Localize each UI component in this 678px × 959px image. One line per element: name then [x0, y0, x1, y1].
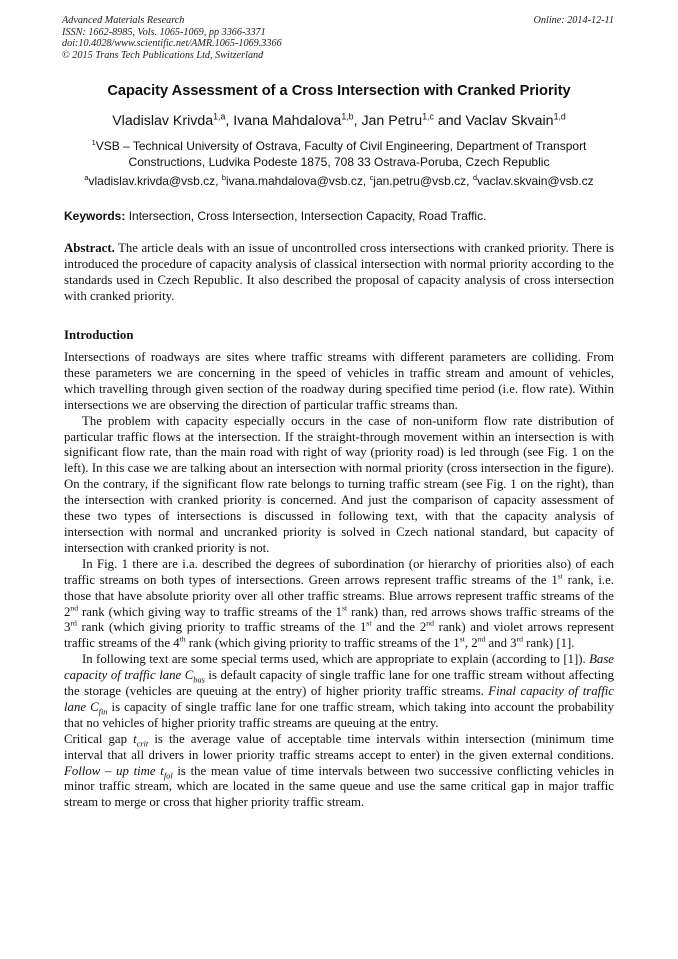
- author-sup: 1,b: [341, 111, 354, 122]
- email-link[interactable]: ivana.mahdalova@vsb.cz: [225, 174, 363, 188]
- email-list: $^a$vladislav.krivda@vsb.cz, $^b$ivana.mahdalova@vsb.cz, $^c$jan.petru@vsb.cz, $^d$vaclav.skvain@vsb.cz: [84, 173, 594, 188]
- email-sup: d: [472, 173, 477, 182]
- affiliation-line: Constructions, Ludvika Podeste 1875, 708 33 Ostrava-Poruba, Czech Republic: [128, 155, 550, 169]
- author-name: Vladislav Krivda: [112, 113, 214, 129]
- paragraph: Critical gap $t_{crit}$ is the average value of acceptable time intervals within intersection (minimum time interval that all drivers in lower priority traffic streams accept to enter) in the given external conditions. Follow – up time $t_{fol}$ is the mean value of time intervals between two successive conflicting vehicles in minor traffic stream, which are located in the same queue and use the same critical gap in major traffic stream to merge or cross that higher priority traffic stream.: [64, 731, 614, 810]
- author-name: Jan Petru: [361, 113, 423, 129]
- online-date: Online: 2014-12-11: [533, 15, 614, 26]
- author-name: Vaclav Skvain: [465, 113, 554, 129]
- email-link[interactable]: vladislav.krivda@vsb.cz: [88, 174, 216, 188]
- author-sup: 1,a: [213, 111, 226, 122]
- email-link[interactable]: jan.petru@vsb.cz: [373, 174, 467, 188]
- affiliation-sup: 1: [91, 138, 96, 147]
- journal-name: Advanced Materials Research: [62, 15, 185, 26]
- email-link[interactable]: vaclav.skvain@vsb.cz: [476, 174, 594, 188]
- email-sup: b: [221, 173, 226, 182]
- paper-title: Capacity Assessment of a Cross Intersection with Cranked Priority: [107, 83, 571, 99]
- abstract: [64, 241, 614, 305]
- affiliation: [0, 138, 678, 170]
- paragraph: In Fig. 1 there are i.a. described the degrees of subordination (or hierarchy of priorities also) of each traffic streams on both types of intersections. Green arrows represent traffic streams of the 1st rank, i.e. those that have absolute priority over all other traffic streams. Blue arrows represent traffic streams of the 2nd rank (which giving way to traffic streams of the 1st rank) than, red arrows shows traffic streams of the 3rd rank (which giving priority to traffic streams of the 1st and the 2nd rank) and violet arrows represent traffic streams of the 4th rank (which giving priority to traffic streams of the 1st, 2nd and 3rd rank) [1].: [64, 556, 614, 651]
- keywords-text: Intersection, Cross Intersection, Intersection Capacity, Road Traffic.: [128, 209, 487, 223]
- section-title: Introduction: [64, 328, 134, 342]
- affiliation-line: VSB – Technical University of Ostrava, Faculty of Civil Engineering, Department of Transport: [95, 139, 587, 153]
- paragraph: Intersections of roadways are sites where traffic streams with different parameters are colliding. From these parameters we are concerning in the speed of vehicles in traffic stream and amount of vehicles, which travelling through given section of the roadway during specified time period (i.e. flow rate). Within intersections we are observing the direction of particular traffic streams than.: [64, 350, 614, 412]
- email-sup: c: [369, 173, 374, 182]
- paragraph: In following text are some special terms used, which are appropriate to explain (according to [1]). Base capacity of traffic lane $C_{bas}$ is default capacity of single traffic lane for one traffic stream without affecting the storage (vehicles are queuing at the entry) of higher priority traffic streams. Final capacity of traffic lane $C_{fin}$ is capacity of single traffic lane for one traffic stream, which taking into account the probability that no vehicles of higher priority traffic streams are queuing at the entry.: [64, 652, 614, 730]
- keywords: [64, 209, 486, 223]
- author-sup: 1,d: [553, 111, 566, 122]
- author-name: Ivana Mahdalova: [233, 113, 342, 129]
- copyright-line: © 2015 Trans Tech Publications Ltd, Switzerland: [62, 49, 264, 61]
- introduction-body: [64, 350, 614, 811]
- issn-line: ISSN: 1662-8985, Vols. 1065-1069, pp 3366-3371: [62, 26, 266, 38]
- abstract-text: The article deals with an issue of uncontrolled cross intersections with cranked priority. There is introduced the procedure of capacity analysis of classical intersection with normal priority according to the standards used in Czech Republic. It also described the proposal of capacity analysis of cross intersection with cranked priority.: [64, 241, 615, 303]
- author-list: Vladislav Krivda$^{1,a}$, Ivana Mahdalova$^{1,b}$, Jan Petru$^{1,c}$ and Vaclav Skvain$^{1,d}$: [112, 111, 566, 129]
- author-sup: 1,c: [422, 111, 434, 122]
- paragraph: The problem with capacity especially occurs in the case of non-uniform flow rate distribution of particular traffic flows at the intersection. If the straight-through movement within an intersection is with significant flow rate, than the main road with right of way (priority road) is led through (see Fig. 1 on the left). In this case we are talking about an intersection with normal priority (cross intersection in the figure). On the contrary, if the significant flow rate belongs to turning traffic stream (see Fig. 1 on the right), than the intersection with cranked priority is concerned. And just the comparison of capacity assessment of these two types of intersections is discussed in following text, with that the capacity analysis of intersection with normal and uncranked priority is solved in Czech national standard, but capacity of intersection with cranked priority is not.: [64, 413, 614, 555]
- doi-line: doi:10.4028/www.scientific.net/AMR.1065-1069.3366: [62, 38, 282, 49]
- abstract-label: Abstract.: [64, 241, 115, 255]
- keywords-label: Keywords:: [64, 209, 126, 223]
- email-sup: a: [84, 173, 89, 182]
